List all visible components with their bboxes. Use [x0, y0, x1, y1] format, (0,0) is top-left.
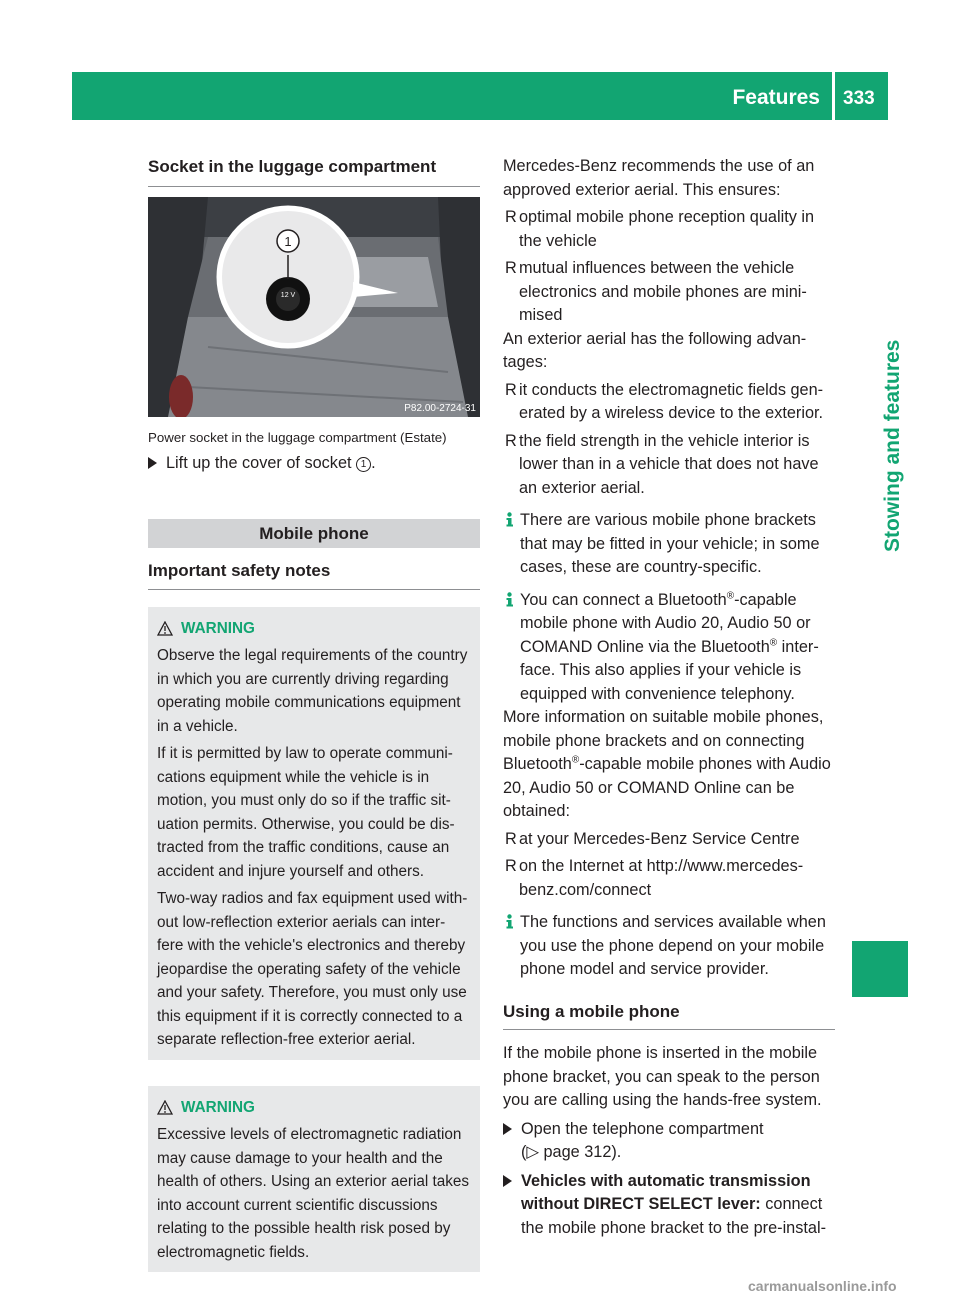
bullet-icon: R: [505, 380, 517, 399]
warning-box-legal: [148, 607, 480, 1060]
step-connect-bracket: Vehicles with automatic transmission without DIRECT SELECT lever: connect the mobile phone bracket to the pre-instal-: [503, 1170, 835, 1241]
page-section-title: Features: [732, 86, 820, 109]
warning-box-radiation: [148, 1086, 480, 1273]
warning-paragraph: Excessive levels of electromagnetic radiation may cause damage to your health and the health of others. Using an exterior aerial takes into account current scientific discussions relating to the possible health risk posed by electromagnetic fields.: [157, 1126, 470, 1261]
warning-label: WARNING: [181, 1098, 255, 1116]
photo-caption: Power socket in the luggage compartment (Estate): [148, 429, 447, 445]
step-lift-cover: Lift up the cover of socket 1 .: [148, 452, 480, 476]
warning-triangle-icon: [157, 621, 173, 636]
warning-paragraph: If it is permitted by law to operate communi- cations equipment while the vehicle is in motion, you must only do so if the traffic sit- uation permits. Otherwise, you could be dis- tracted from the traffic conditions, cause an accident and injure yourself and others.: [157, 745, 455, 880]
page-reference-link[interactable]: page 312).: [538, 1143, 622, 1161]
list-item: R at your Mercedes-Benz Service Centre: [503, 828, 835, 852]
aerial-advantages: An exterior aerial has the following advan- tages:: [503, 329, 807, 371]
warning-triangle-icon: [157, 1100, 173, 1115]
info-icon: [503, 914, 516, 929]
aerial-intro: Mercedes-Benz recommends the use of an approved exterior aerial. This ensures:: [503, 157, 815, 199]
chapter-tab: [852, 941, 908, 997]
bullet-icon: R: [505, 208, 517, 226]
right-column: [503, 155, 835, 1240]
warning-label: WARNING: [181, 619, 255, 637]
list-item: R optimal mobile phone reception quality in the vehicle: [505, 208, 815, 250]
side-chapter-label: Stowing and features: [881, 339, 904, 552]
luggage-socket-photo: [148, 197, 480, 417]
list-item: R mutual influences between the vehicle electronics and mobile phones are mini- mised: [505, 259, 807, 324]
bullet-icon: R: [505, 829, 517, 848]
socket-voltage-label: 12 V: [280, 291, 296, 299]
step-open-compartment: Open the telephone compartment (▷ page 312).: [503, 1118, 835, 1165]
luggage-compartment-illustration: [148, 197, 480, 417]
section-mobile-phone: Mobile phone: [148, 519, 480, 548]
header-divider: [832, 72, 835, 120]
info-note-brackets: There are various mobile phone brackets that may be fitted in your vehicle; in some cases, these are country-specific.: [503, 509, 835, 580]
using-intro: If the mobile phone is inserted in the mobile phone bracket, you can speak to the person you are calling using the hands-free system.: [503, 1044, 822, 1109]
bullet-icon: R: [505, 259, 517, 277]
step-arrow-icon: [148, 457, 157, 469]
bullet-icon: R: [505, 431, 517, 450]
bullet-icon: R: [505, 857, 517, 875]
more-information: More information on suitable mobile phones, mobile phone brackets and on connecting Bluetooth®-capable mobile phones with Audio 20, Audio 50 or COMAND Online can be obtained:: [503, 708, 831, 820]
info-icon: [503, 592, 516, 607]
left-column: [148, 155, 480, 1272]
photo-callout-number: 1: [284, 233, 292, 249]
step-arrow-icon: [503, 1123, 512, 1135]
warning-header: [157, 617, 472, 641]
page-number: 333: [843, 88, 875, 109]
step-arrow-icon: [503, 1175, 512, 1187]
circled-number-icon: 1: [356, 457, 371, 472]
list-item: R on the Internet at http://www.mercedes- benz.com/connect: [505, 857, 804, 899]
list-item: R it conducts the electromagnetic fields gen- erated by a wireless device to the exterior.: [505, 380, 824, 422]
info-note-services: The functions and services available when you use the phone depend on your mobile phone model and service provider.: [503, 911, 835, 982]
list-item: R the field strength in the vehicle interior is lower than in a vehicle that does not have an exterior aerial.: [505, 431, 819, 497]
warning-paragraph: Two-way radios and fax equipment used with- out low-reflection exterior aerials can inter- fere with the vehicle's electronics and thereby jeopardise the operating safety of the vehicle and your safety. Therefore, you must only use this equipment if it is correctly connected to a separate reflection-free exterior aerial.: [157, 890, 468, 1048]
safety-notes-heading: Important safety notes: [148, 548, 480, 590]
info-icon: [503, 512, 516, 527]
step-text: Lift up the cover of socket: [166, 453, 357, 472]
warning-paragraph: Observe the legal requirements of the country in which you are currently driving regarding operating mobile communications equipment in a vehicle.: [157, 647, 468, 735]
socket-heading: Socket in the luggage compartment: [148, 155, 480, 187]
page-reference-icon: ▷: [526, 1143, 539, 1161]
warning-header: [157, 1096, 472, 1120]
info-note-bluetooth: You can connect a Bluetooth®-capable mobile phone with Audio 20, Audio 50 or COMAND Online via the Bluetooth® inter- face. This also applies if your vehicle is equipped with convenience telephony.: [503, 589, 835, 707]
using-mobile-phone-heading: Using a mobile phone: [503, 1000, 835, 1031]
watermark: carmanualsonline.info: [748, 1278, 897, 1294]
image-code: P82.00-2724-31: [404, 402, 476, 414]
